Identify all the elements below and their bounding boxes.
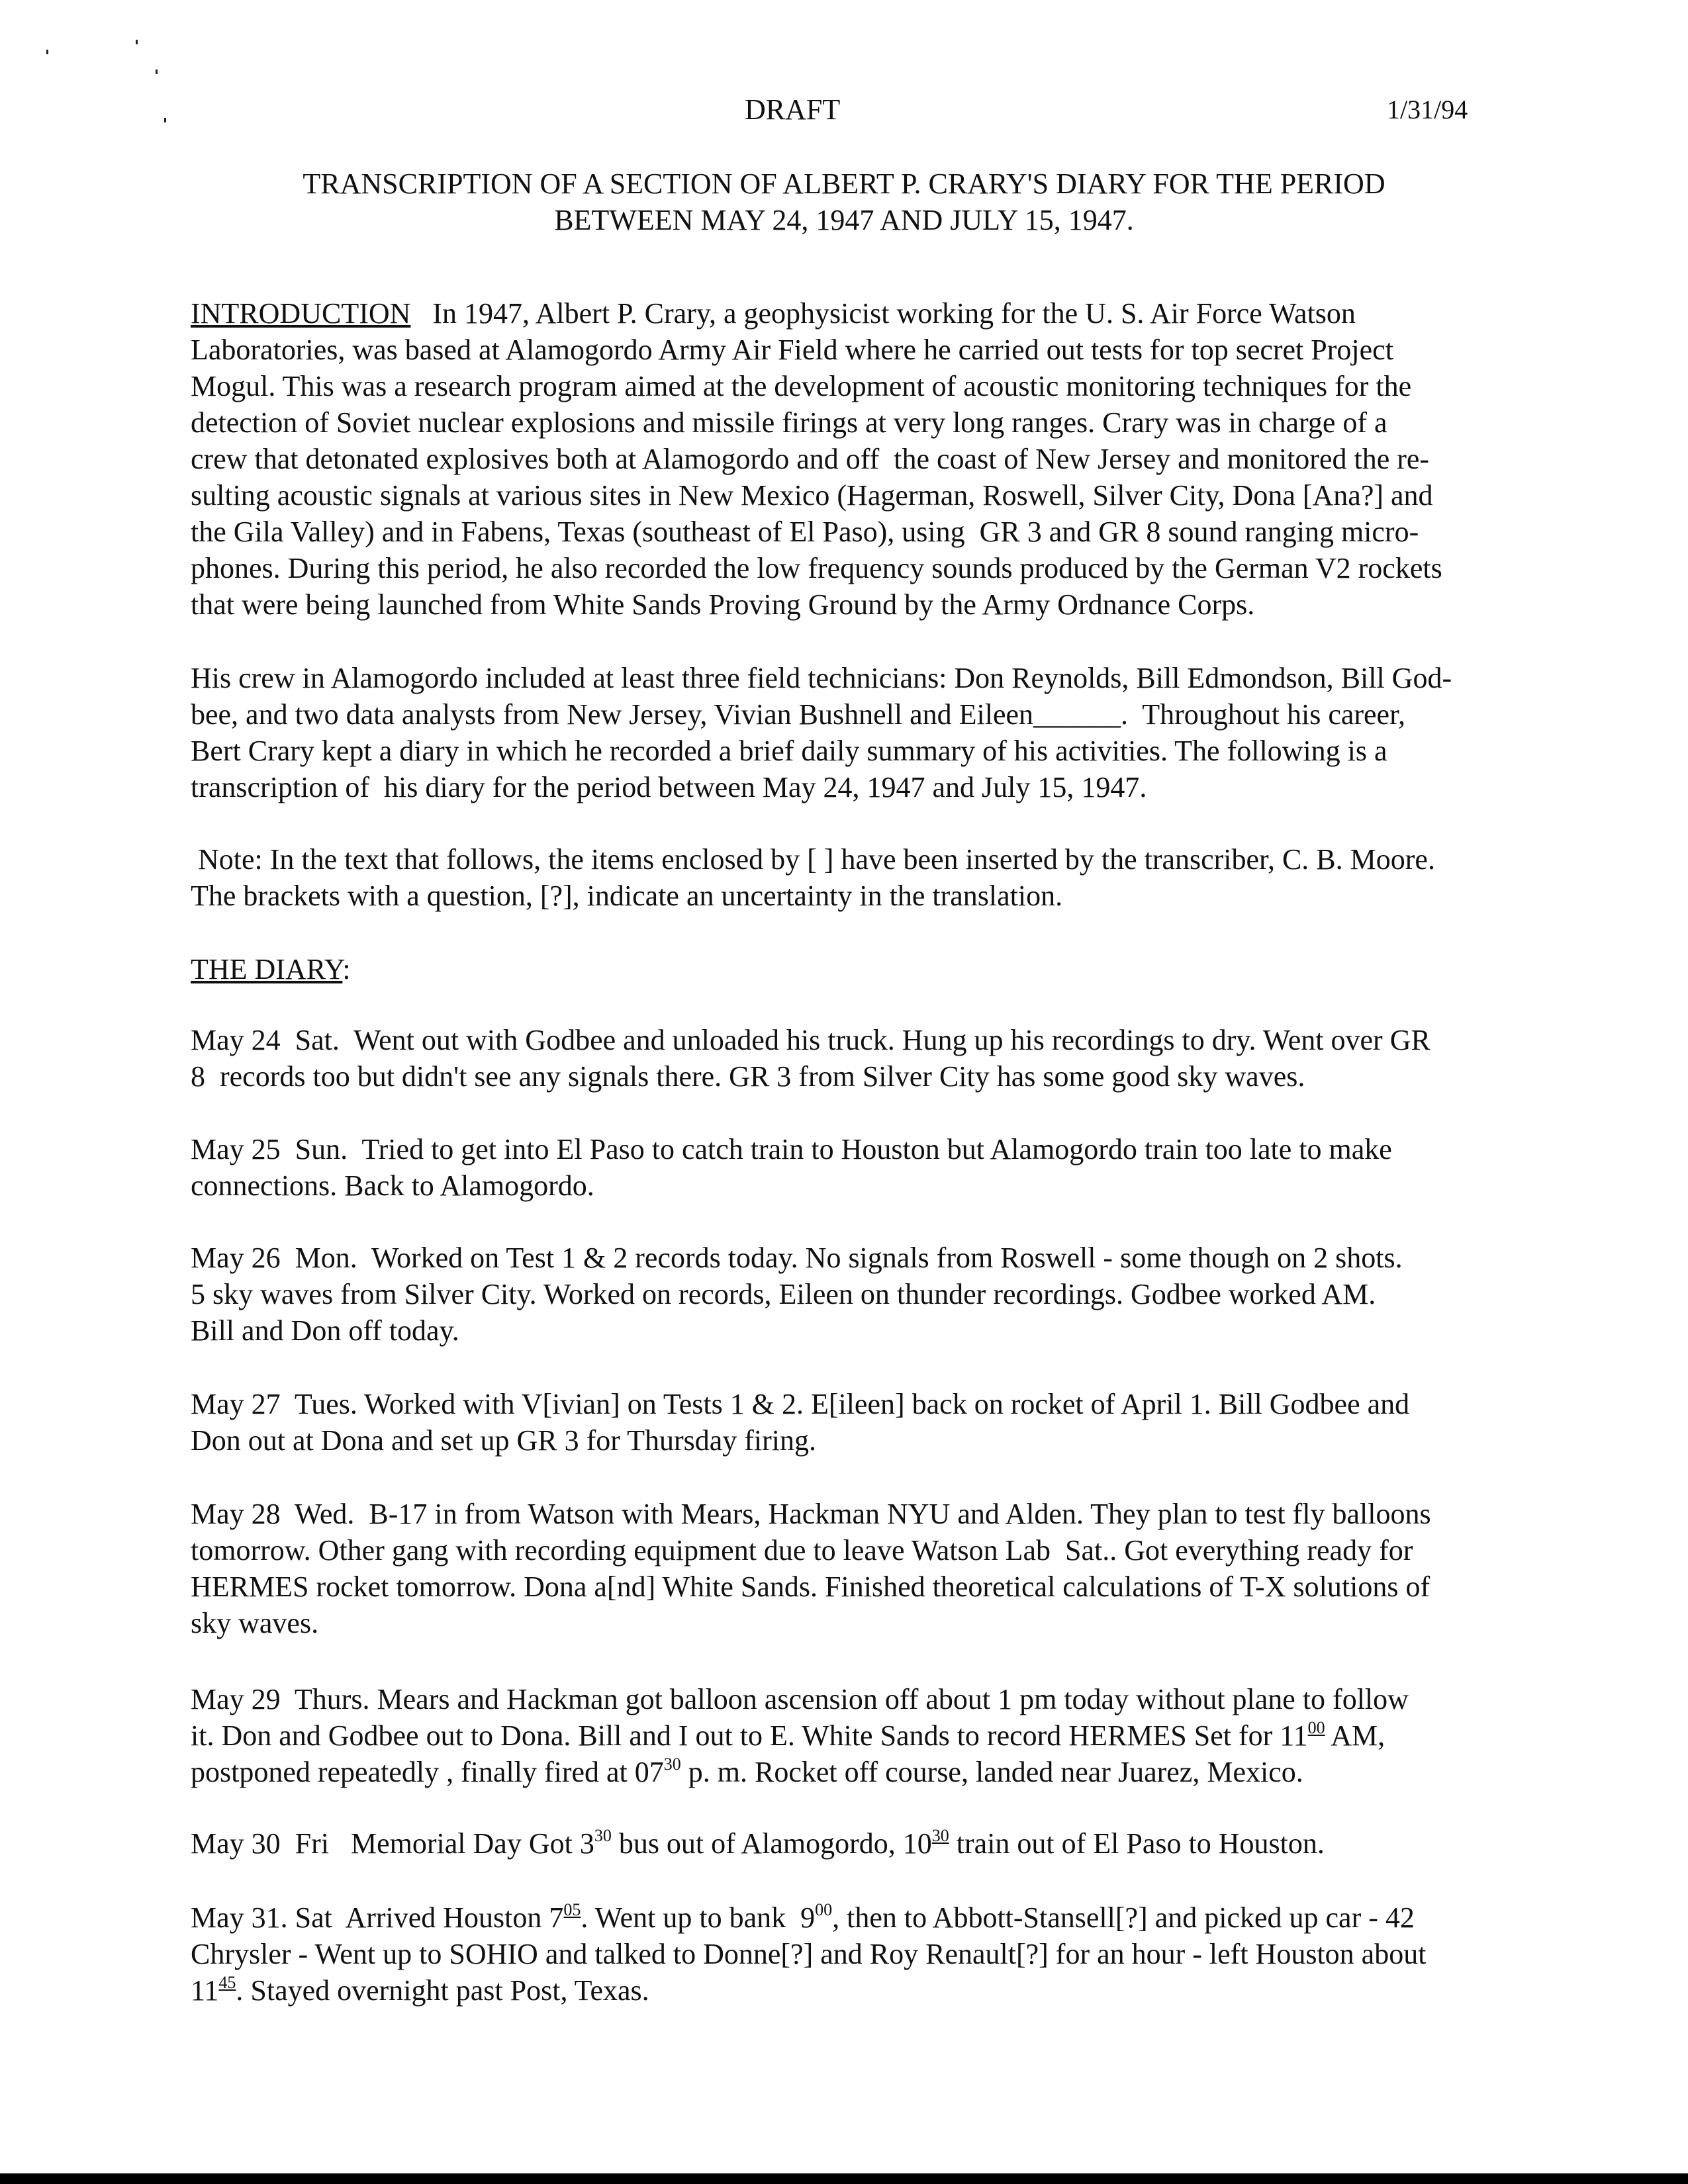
text-line (191, 841, 1515, 878)
text-run: Mogul. This was a research program aimed at the development of acoustic monitoring techniques for the (191, 370, 1412, 402)
text-line (191, 1605, 1515, 1641)
text-line (191, 586, 1515, 623)
entry-may-26 (191, 1240, 1515, 1349)
entry-may-30 (191, 1825, 1515, 1862)
text-line (191, 878, 1515, 914)
text-line (191, 1936, 1515, 1972)
text-run: Bert Crary kept a diary in which he recorded a brief daily summary of his activities. The following is a (191, 735, 1387, 767)
text-run: May 25 Sun. Tried to get into El Paso to catch train to Houston but Alamogordo train too late to make (191, 1133, 1392, 1165)
text-run: Chrysler - Went up to SOHIO and talked to Donne[?] and Roy Renault[?] for an hour - left Houston about (191, 1938, 1427, 1970)
text-line (191, 514, 1515, 550)
time-superscript: 45 (218, 1973, 236, 1992)
time-superscript: 30 (594, 1826, 612, 1845)
time-superscript: 30 (931, 1826, 949, 1845)
text-line (191, 1899, 1515, 1936)
text-run: May 31. Sat Arrived Houston 7 (191, 1901, 564, 1934)
introduction-paragraph (191, 295, 1515, 623)
document-date: 1/31/94 (1387, 95, 1468, 124)
text-run: train out of El Paso to Houston. (949, 1827, 1325, 1860)
document-title-line-2: BETWEEN MAY 24, 1947 AND JULY 15, 1947. (554, 204, 1134, 236)
text-line (191, 1972, 1515, 2009)
text-run: : (342, 953, 351, 985)
text-run: the Gila Valley) and in Fabens, Texas (southeast of El Paso), using GR 3 and GR 8 sound ranging micro- (191, 516, 1419, 548)
text-run: transcription of his diary for the period between May 24, 1947 and July 15, 1947. (191, 771, 1147, 803)
text-line (191, 1022, 1515, 1058)
time-superscript: 05 (563, 1900, 581, 1919)
text-run: May 30 Fri Memorial Day Got 3 (191, 1827, 594, 1860)
scan-speck (136, 40, 138, 44)
text-run: . Stayed overnight past Post, Texas. (236, 1974, 649, 2007)
entry-may-27 (191, 1386, 1515, 1459)
text-line (191, 733, 1515, 769)
text-line (191, 1386, 1515, 1422)
text-run: crew that detonated explosives both at Alamogordo and off the coast of New Jersey and monitored the re- (191, 443, 1430, 475)
underlined-heading: INTRODUCTION (191, 297, 411, 330)
text-run: detection of Soviet nuclear explosions and missile firings at very long ranges. Crary was in charge of a (191, 406, 1387, 439)
text-line (191, 295, 1515, 332)
text-run: 8 records too but didn't see any signals there. GR 3 from Silver City has some good sky waves. (191, 1060, 1305, 1093)
text-line (191, 1058, 1515, 1095)
text-run: Laboratories, was based at Alamogordo Army Air Field where he carried out tests for top secret Project (191, 334, 1393, 366)
text-run: , then to Abbott-Stansell[?] and picked up car - 42 (832, 1901, 1415, 1934)
text-run: p. m. Rocket off course, landed near Juarez, Mexico. (680, 1756, 1303, 1788)
text-run: bus out of Alamogordo, 10 (611, 1827, 932, 1860)
draft-label: DRAFT (745, 93, 841, 126)
document-title-line-1: TRANSCRIPTION OF A SECTION OF ALBERT P. CRARY'S DIARY FOR THE PERIOD (303, 167, 1385, 200)
text-line (191, 1681, 1515, 1717)
text-run: May 26 Mon. Worked on Test 1 & 2 records today. No signals from Roswell - some though on 2 shots. (191, 1242, 1403, 1274)
text-run: connections. Back to Alamogordo. (191, 1169, 594, 1202)
text-line (191, 1717, 1515, 1754)
text-run: May 27 Tues. Worked with V[ivian] on Tests 1 & 2. E[ileen] back on rocket of April 1. Bill Godbee and (191, 1388, 1410, 1420)
text-line (191, 477, 1515, 514)
entry-may-29 (191, 1681, 1515, 1790)
crew-paragraph (191, 660, 1515, 805)
text-line (191, 332, 1515, 368)
note-paragraph (191, 841, 1515, 914)
text-line (191, 1131, 1515, 1167)
text-run: The brackets with a question, [?], indicate an uncertainty in the translation. (191, 880, 1063, 912)
time-superscript: 30 (663, 1754, 681, 1774)
text-run: His crew in Alamogordo included at least three field technicians: Don Reynolds, Bill Edmondson, Bill God- (191, 662, 1452, 694)
entry-may-24 (191, 1022, 1515, 1095)
time-superscript: 00 (1307, 1718, 1325, 1737)
text-run: In 1947, Albert P. Crary, a geophysicist working for the U. S. Air Force Watson (410, 297, 1356, 330)
scan-speck (156, 69, 158, 74)
text-run: May 24 Sat. Went out with Godbee and unloaded his truck. Hung up his recordings to dry. Went over GR (191, 1024, 1430, 1056)
text-line (191, 696, 1515, 733)
text-line (191, 441, 1515, 477)
text-run: . Went up to bank 9 (581, 1901, 816, 1934)
entry-may-25 (191, 1131, 1515, 1204)
underlined-heading: THE DIARY (191, 953, 343, 985)
text-run: postponed repeatedly , finally fired at 07 (191, 1756, 664, 1788)
scan-speck (46, 50, 48, 54)
text-run: bee, and two data analysts from New Jersey, Vivian Bushnell and Eileen______. Throughout his career, (191, 698, 1405, 731)
text-line (191, 951, 1515, 987)
text-run: it. Don and Godbee out to Dona. Bill and I out to E. White Sands to record HERMES Set for 11 (191, 1719, 1308, 1752)
text-line (191, 1754, 1515, 1790)
text-line (191, 1167, 1515, 1204)
text-run: tomorrow. Other gang with recording equipment due to leave Watson Lab Sat.. Got everything ready for (191, 1534, 1413, 1567)
text-line (191, 1569, 1515, 1605)
text-run: Bill and Don off today. (191, 1314, 459, 1347)
diary-heading (191, 951, 1515, 987)
text-line (191, 1276, 1515, 1312)
text-run: sulting acoustic signals at various sites in New Mexico (Hagerman, Roswell, Silver City, Dona [Ana?] and (191, 479, 1433, 512)
text-run: May 29 Thurs. Mears and Hackman got balloon ascension off about 1 pm today without plane to follow (191, 1683, 1409, 1715)
text-run: HERMES rocket tomorrow. Dona a[nd] White Sands. Finished theoretical calculations of T-X solutions of (191, 1570, 1430, 1603)
text-run: 5 sky waves from Silver City. Worked on records, Eileen on thunder recordings. Godbee worked AM. (191, 1278, 1376, 1310)
text-line (191, 1312, 1515, 1349)
entry-may-31 (191, 1899, 1515, 2009)
text-run: sky waves. (191, 1607, 319, 1639)
text-run: phones. During this period, he also recorded the low frequency sounds produced by the German V2 rockets (191, 552, 1442, 584)
text-line (191, 769, 1515, 805)
scan-edge-bar (0, 2173, 1688, 2184)
text-run: AM, (1325, 1719, 1385, 1752)
text-line (191, 1496, 1515, 1532)
text-run: that were being launched from White Sands Proving Ground by the Army Ordnance Corps. (191, 588, 1255, 621)
scan-speck (164, 118, 166, 122)
text-line (191, 550, 1515, 586)
text-run: 11 (191, 1974, 219, 2007)
entry-may-28 (191, 1496, 1515, 1641)
text-run: Don out at Dona and set up GR 3 for Thursday firing. (191, 1424, 817, 1457)
text-line (191, 368, 1515, 404)
text-line (191, 660, 1515, 696)
text-run: Note: In the text that follows, the items enclosed by [ ] have been inserted by the transcriber, C. B. Moore. (191, 843, 1435, 876)
text-line (191, 1532, 1515, 1569)
text-line (191, 404, 1515, 441)
text-line (191, 1422, 1515, 1459)
text-run: May 28 Wed. B-17 in from Watson with Mears, Hackman NYU and Alden. They plan to test fly balloons (191, 1498, 1431, 1530)
text-line (191, 1825, 1515, 1862)
time-superscript: 00 (815, 1900, 833, 1919)
text-line (191, 1240, 1515, 1276)
